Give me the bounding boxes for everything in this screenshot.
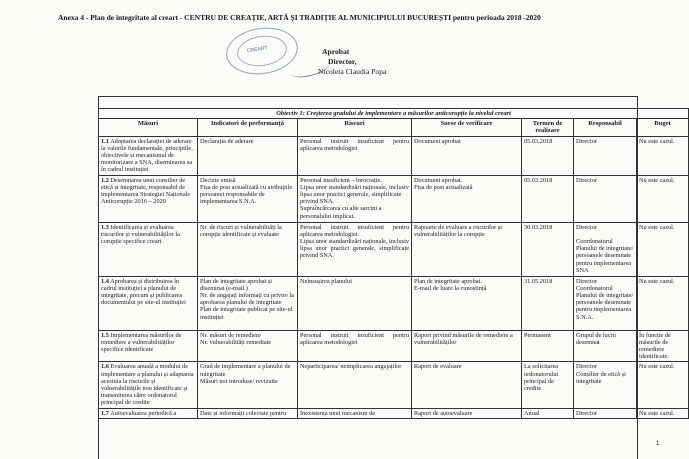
deadline-cell: 05.03.2018 xyxy=(522,175,574,222)
sources-cell: Document aprobat xyxy=(412,136,522,175)
budget-cell: Nu este cazul. xyxy=(637,136,689,175)
table-row xyxy=(99,362,689,408)
responsible-cell: Director xyxy=(574,136,637,175)
column-header: Riscuri xyxy=(298,119,412,136)
measure-text: Adoptarea declarației de aderare la valorile fundamentale, principiile, obiectivele și mecanismul de monitorizare a SNA, diseminarea sa în cadrul instituției xyxy=(101,137,193,174)
risks-cell: Personal instruit insuficient pentru aplicarea metodologiei. Lipsa unor standardizări naționale, inclusiv lipsa unor practici generale, simplificate privind SNA. xyxy=(298,222,412,276)
objective-title: Obiectiv 1: Creșterea gradului de implementare a măsurilor anticorupție la nivelul creart xyxy=(99,109,689,119)
measure-text: Evaluarea anuală a modului de implementare a planului și adaptarea acestuia la riscurile și vulnerabilitățile nou identificate și transmiterea către ordonatorul principal de credite xyxy=(101,363,194,407)
table-row xyxy=(99,175,689,222)
indicators-cell: Grad de implementare a planului de integritate Măsuri noi introduse/ revizuite xyxy=(198,362,298,408)
column-header: Indicatori de performanță xyxy=(198,119,298,136)
measure-text: Identificarea și evaluarea riscurilor și vulnerabilităților la corupție specifice creart xyxy=(101,223,180,246)
column-header: Buget xyxy=(637,119,689,136)
risks-cell: Personal insuficient – birocrație. Lipsa unor standardizări naționale, inclusiv lipsa unor practici generale, simplificate privind SNA. Supraîncărcarea cu alte sarcini a personalului implicat. xyxy=(298,175,412,222)
responsible-cell: Director xyxy=(574,408,637,418)
deadline-cell: 05.03.2018 xyxy=(522,136,574,175)
responsible-cell: Director Coordonatorul Planului de integritate/ persoanele desemnate pentru implementarea SNA xyxy=(574,222,637,276)
risks-cell: Neparticiparea/ neimplicarea angajaților xyxy=(298,362,412,408)
measure-cell xyxy=(99,136,198,175)
measure-cell xyxy=(99,330,198,362)
risks-cell: Inexistența unui mecanism de xyxy=(298,408,412,418)
table-row xyxy=(99,136,689,175)
measure-text: Implementarea măsurilor de remediere a vulnerabilităților specifice identificate xyxy=(101,331,182,354)
indicators-cell: Nr. de riscuri și vulnerabilități la corupție identificate și evaluate xyxy=(198,222,298,276)
table-row xyxy=(99,408,689,418)
table-row xyxy=(99,222,689,276)
responsible-cell: Director xyxy=(574,175,637,222)
indicators-cell: Decizie emisă Fișa de post actualizată cu atribuțiile persoanei responsabile de implementarea S.N.A. xyxy=(198,175,298,222)
indicators-cell: Date și informații colectate pentru xyxy=(198,408,298,418)
responsible-cell: Grupul de lucru desemnat xyxy=(574,330,637,362)
measure-cell xyxy=(99,276,198,330)
column-header: Măsuri xyxy=(99,119,198,136)
approval-label: Aprobat xyxy=(322,47,350,56)
sources-cell: Raport de autoevaluare xyxy=(412,408,522,418)
sources-cell: Rapoarte de evaluare a riscurilor și vulnerabilităților la corupție xyxy=(412,222,522,276)
integrity-plan-table xyxy=(98,108,689,419)
sources-cell: Raport privind măsurile de remediere a vulnerabilităților xyxy=(412,330,522,362)
budget-cell: În funcție de măsurile de remediere identificate. xyxy=(637,330,689,362)
measure-text: Aprobarea și distribuirea în cadrul instituției a planului de integritate, precum și publicarea documentului pe site-ul instituției xyxy=(101,277,186,307)
risks-cell: Personal instruit insuficient pentru aplicarea metodologiei xyxy=(298,136,412,175)
deadline-cell: 30.03.2018 xyxy=(522,222,574,276)
indicators-cell: Nr. măsuri de remediere Nr. vulnerabilități remediate xyxy=(198,330,298,362)
header-row xyxy=(99,119,689,136)
signature-mark xyxy=(289,56,332,81)
measure-cell xyxy=(99,175,198,222)
column-header: Responsabil xyxy=(574,119,637,136)
measure-cell xyxy=(99,222,198,276)
measure-id: 1.2 xyxy=(101,176,109,184)
budget-cell: Nu este cazul. xyxy=(637,362,689,408)
measure-id: 1.1 xyxy=(101,137,109,145)
responsible-cell: Director Consilier de etică și integritate xyxy=(574,362,637,408)
measure-id: 1.5 xyxy=(101,331,109,339)
budget-cell: Nu este cazul. xyxy=(637,408,689,418)
measure-text: Desemnarea unui consilier de etică și integritate, responsabil de implementarea Strategiei Naționale Anticorupție 2016 – 2020 xyxy=(101,176,191,206)
budget-cell: Nu este cazul. xyxy=(637,276,689,330)
risks-cell: Personal instruit insuficient pentru aplicarea metodologiei xyxy=(298,330,412,362)
measure-id: 1.3 xyxy=(101,223,109,231)
measure-cell xyxy=(99,408,198,418)
table-row xyxy=(99,330,689,362)
approval-name: Nicoleta Claudia Popa xyxy=(318,67,387,76)
sources-cell: Raport de evaluare xyxy=(412,362,522,408)
document-title: Anexa 4 - Plan de integritate al creart - CENTRU DE CREAȚIE, ARTĂ ȘI TRADIȚIE AL MUNICIPIULUI BUCUREȘTI pentru perioada 2018 -2020 xyxy=(58,13,541,22)
objective-row xyxy=(99,109,689,119)
page-number: 1 xyxy=(656,441,660,447)
measure-text: Autoevaluarea periodică a xyxy=(108,409,177,417)
budget-cell: Nu este cazul. xyxy=(637,222,689,276)
deadline-cell: La solicitarea ordonatorului principal de credite xyxy=(522,362,574,408)
indicators-cell: Plan de integritate aprobat și diseminat (e-mail.) Nr. de angajați informați cu privire la aprobarea planului de integritate Plan de integritate publicat pe site-ul instituției xyxy=(198,276,298,330)
responsible-cell: Director Coordonatorul Planului de integritate/ persoanele desemnate pentru implementarea S.N.A. xyxy=(574,276,637,330)
official-stamp xyxy=(223,23,301,79)
budget-cell: Nu este cazul. xyxy=(637,175,689,222)
column-header: Surse de verificare xyxy=(412,119,522,136)
measure-id: 1.7 xyxy=(101,409,109,417)
measure-cell xyxy=(99,362,198,408)
measure-id: 1.4 xyxy=(101,277,109,285)
sources-cell: Plan de integritate aprobat. E-mail de luare la cunoștință xyxy=(412,276,522,330)
sources-cell: Document aprobat. Fișa de post actualizată xyxy=(412,175,522,222)
table-row xyxy=(99,276,689,330)
indicators-cell: Declarația de aderare xyxy=(198,136,298,175)
deadline-cell: Permanent xyxy=(522,330,574,362)
column-header: Termen de realizare xyxy=(522,119,574,136)
deadline-cell: Anual xyxy=(522,408,574,418)
stamp-text: CREART xyxy=(246,45,268,55)
deadline-cell: 31.05.2018 xyxy=(522,276,574,330)
approval-role: Director, xyxy=(328,57,357,66)
risks-cell: Neînsușirea planului xyxy=(298,276,412,330)
measure-id: 1.6 xyxy=(101,363,109,371)
